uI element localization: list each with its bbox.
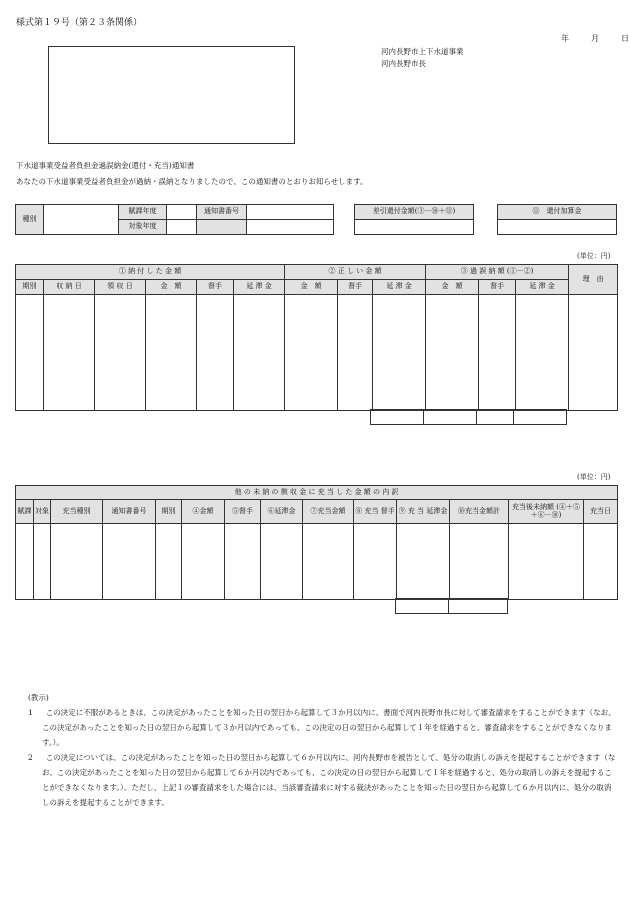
overpayment-table	[15, 264, 618, 411]
col-allocated-late-fee-9: ⑨ 充 当 延滞金	[397, 500, 450, 524]
cell-blank	[34, 524, 51, 600]
target-year-label: 対象年度	[119, 220, 167, 235]
cell-blank	[516, 295, 569, 411]
allocation-table	[15, 485, 618, 600]
month-label: 月	[591, 34, 599, 43]
refund-addition-label: ⑪ 還付加算金	[498, 205, 617, 220]
col-late-fee-6: ⑥延滞金	[261, 500, 303, 524]
notice-number-blank-value	[247, 220, 334, 235]
form-number: 様式第１９号（第２３条関係）	[16, 18, 143, 28]
col-allocated-amount-7: ⑦充当金額	[303, 500, 354, 524]
col-allocated-reminder-8: ⑧ 充当 督手	[354, 500, 397, 524]
cell-blank	[103, 524, 156, 600]
cell-blank	[156, 524, 182, 600]
type-label: 種別	[16, 205, 44, 235]
cell-blank	[569, 295, 618, 411]
col-correct-reminder-fee: 督手	[338, 280, 373, 295]
group-correct-amount: ② 正 し い 金 額	[285, 265, 426, 280]
cell-blank	[584, 524, 618, 600]
col-levy: 賦課	[16, 500, 34, 524]
net-refund-value	[355, 220, 474, 235]
day-label: 日	[621, 34, 629, 43]
reason-header: 理 由	[569, 265, 618, 295]
date-line	[561, 35, 629, 43]
cell-blank	[16, 295, 44, 411]
cell-blank	[354, 524, 397, 600]
cell-blank	[182, 524, 225, 600]
net-refund-table	[354, 204, 474, 235]
total-over-late-fee	[514, 410, 567, 425]
instruction-item-2	[28, 750, 618, 810]
col-collection-date: 領 収 日	[95, 280, 146, 295]
cell-blank	[509, 524, 584, 600]
notice-number-blank	[197, 220, 247, 235]
notice-title: 下水道事業受益者負担金過誤納金(還付・充当)通知書	[16, 161, 195, 170]
col-correct-late-fee: 延 滞 金	[373, 280, 426, 295]
issuer-line-2: 河内長野市長	[381, 59, 426, 68]
col-paid-amount: 金 額	[146, 280, 197, 295]
col-over-reminder-fee: 督手	[479, 280, 516, 295]
col-notice-number: 通知書番号	[103, 500, 156, 524]
notice-number-value	[247, 205, 334, 220]
col-target: 対象	[34, 500, 51, 524]
table1-unit: (単位：円)	[577, 252, 611, 260]
cell-blank	[261, 524, 303, 600]
group-overpaid-amount: ③ 過 誤 納 額 (①－②)	[426, 265, 569, 280]
cell-blank	[450, 524, 509, 600]
cell-blank	[373, 295, 426, 411]
col-correct-amount: 金 額	[285, 280, 338, 295]
instruction-text-2: この決定については、この決定があったことを知った日の翌日から起算して６か月以内に、河内長野市を被告として、処分の取消しの訴えを提起することができます（なお、この決定があったことを知った日の翌日から起算して６か月以内であっても、この決定の日の翌日から起算して１年を経過すると、処分の取消しの訴えを提起することができなくなります。）。ただし、上記１の審査請求をした場合には、当該審査請求に対する裁決があったことを知った日の翌日から起算して６か月以内に、処分の取消しの訴えを提起することができます。	[42, 753, 616, 807]
cell-blank	[44, 295, 95, 411]
fiscal-year-label: 賦課年度	[119, 205, 167, 220]
cell-blank	[479, 295, 516, 411]
col-remaining-unpaid: 充当後未納額 (④＋⑤＋⑥－⑩)	[509, 500, 584, 524]
group-paid-amount: ① 納 付 し た 金 額	[16, 265, 285, 280]
instruction-number-2: 2	[28, 753, 33, 762]
total-allocated-late-fee	[396, 599, 449, 614]
total-correct-late-fee	[371, 410, 424, 425]
instruction-text-1: この決定に不服があるときは、この決定があったことを知った日の翌日から起算して３か月以内に、書面で河内長野市長に対して審査請求をすることができます（なお、この決定があったことを知った日の翌日から起算して３か月以内であっても、この決定の日の翌日から起算して１年を経過すると、審査請求をすることができなくなります。）。	[42, 708, 616, 747]
cell-blank	[285, 295, 338, 411]
summary-table	[15, 204, 334, 235]
cell-blank	[197, 295, 234, 411]
instruction-item-1	[28, 705, 618, 750]
instructions-heading: (教示)	[28, 693, 49, 702]
cell-blank	[95, 295, 146, 411]
fiscal-year-value	[167, 205, 197, 220]
cell-blank	[51, 524, 103, 600]
notice-message: あなたの下水道事業受益者負担金が過納・誤納となりましたので、この通知書のとおりお知らせします。	[16, 177, 368, 186]
col-paid-reminder-fee: 督手	[197, 280, 234, 295]
col-allocation-type: 充当種別	[51, 500, 103, 524]
table2-unit: (単位：円)	[577, 473, 611, 481]
total-over-reminder-fee	[477, 410, 514, 425]
cell-blank	[303, 524, 354, 600]
col-over-late-fee: 延 滞 金	[516, 280, 569, 295]
col-reminder-fee-5: ⑤督手	[225, 500, 261, 524]
refund-addition-table	[497, 204, 617, 235]
allocation-totals-row	[395, 598, 508, 614]
overpayment-totals-row	[370, 409, 567, 425]
col-over-amount: 金 額	[426, 280, 479, 295]
cell-blank	[234, 295, 285, 411]
type-value	[44, 205, 119, 235]
notice-number-label: 通知書番号	[197, 205, 247, 220]
cell-blank	[338, 295, 373, 411]
net-refund-label: 差引還付金額(③－⑩＋⑪)	[355, 205, 474, 220]
address-box	[48, 46, 295, 144]
col-allocation-date: 充当日	[584, 500, 618, 524]
total-over-amount	[424, 410, 477, 425]
col-allocated-total-10: ⑩充当金額計	[450, 500, 509, 524]
instruction-number-1: 1	[28, 708, 33, 717]
cell-blank	[397, 524, 450, 600]
instructions	[28, 690, 618, 810]
col-paid-late-fee: 延 滞 金	[234, 280, 285, 295]
cell-blank	[146, 295, 197, 411]
target-year-value	[167, 220, 197, 235]
year-label: 年	[561, 34, 569, 43]
allocation-title: 他 の 未 納 の 徴 収 金 に 充 当 し た 金 額 の 内 訳	[16, 486, 618, 500]
col-amount-4: ④金額	[182, 500, 225, 524]
col-period: 期別	[16, 280, 44, 295]
col-receipt-date: 収 納 日	[44, 280, 95, 295]
cell-blank	[16, 524, 34, 600]
total-allocated-amount	[449, 599, 508, 614]
cell-blank	[225, 524, 261, 600]
cell-blank	[426, 295, 479, 411]
col-period: 期別	[156, 500, 182, 524]
refund-addition-value	[498, 220, 617, 235]
issuer-line-1: 河内長野市上下水道事業	[381, 47, 464, 56]
